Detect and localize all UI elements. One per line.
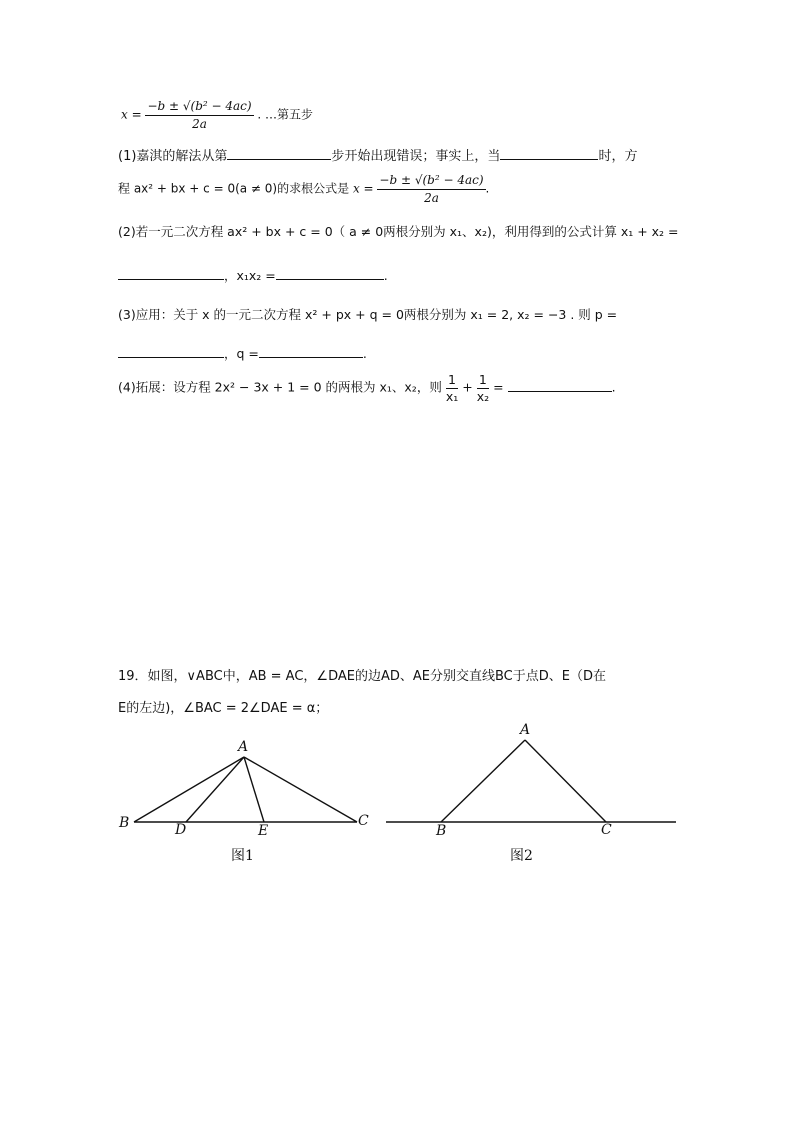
part4-text-a: (4)拓展：设方程 2x² − 3x + 1 = 0 的两根为 x₁、x₂，则 <box>118 379 442 395</box>
part3-end: . <box>362 346 367 361</box>
fig2-caption: 图2 <box>510 848 533 864</box>
fig2-label-A: A <box>520 722 531 738</box>
fig1-label-B: B <box>119 815 130 831</box>
formula-denominator: 2a <box>192 117 207 131</box>
part1-text-c: 时，方 <box>598 149 638 164</box>
frac1-denominator: x₁ <box>445 389 459 404</box>
segment-AD <box>186 757 244 822</box>
fig1-label-A: A <box>238 739 249 755</box>
figure-1-lines <box>134 757 357 822</box>
fig1-label-D: D <box>175 822 187 838</box>
frac2-denominator: x₂ <box>476 389 490 404</box>
part1-text-a: (1)嘉淇的解法从第 <box>118 149 228 164</box>
fig1-caption: 图1 <box>231 848 254 864</box>
part1-end: . <box>485 181 490 196</box>
frac1-numerator: 1 <box>446 371 458 389</box>
frac2-numerator: 1 <box>477 371 489 389</box>
part4-end: . <box>611 379 616 395</box>
fig2-label-B: B <box>436 823 447 839</box>
fig1-label-E: E <box>258 823 269 839</box>
q19-text-2: E的左边)，∠BAC = 2∠DAE = α； <box>118 701 329 716</box>
fig2-label-C: C <box>601 822 612 838</box>
plus-sign: + <box>462 379 473 395</box>
step5-label: . …第五步 <box>257 107 314 122</box>
part3-text-a: (3)应用：关于 x 的一元二次方程 x² + px + q = 0两根分别为 x₁ = 2, x₂ = −3 . 则 p = <box>118 307 618 322</box>
segment-AB-2 <box>441 740 525 822</box>
equals-sign: = <box>493 379 504 395</box>
formula-lhs-2: x = <box>352 181 374 196</box>
part2-end: . <box>383 268 388 283</box>
formula-numerator: −b ± √(b² − 4ac) <box>145 98 253 116</box>
part1-text-d: 程 ax² + bx + c = 0(a ≠ 0)的求根公式是 <box>118 181 350 196</box>
formula-numerator-2: −b ± √(b² − 4ac) <box>377 172 485 190</box>
fig1-label-C: C <box>358 813 369 829</box>
part2-text-a: (2)若一元二次方程 ax² + bx + c = 0（ a ≠ 0两根分别为 x₁、x₂)，利用得到的公式计算 x₁ + x₂ = <box>118 224 679 239</box>
part3-text-b: ，q = <box>224 346 259 361</box>
part1-text-b: 步开始出现错误；事实上，当 <box>331 149 501 164</box>
figure-2-lines <box>386 740 676 822</box>
q19-text-1: 19．如图，∨ABC中，AB = AC，∠DAE的边AD、AE分别交直线BC于点D、E（D在 <box>118 669 606 684</box>
segment-AB <box>134 757 244 822</box>
segment-AC-2 <box>525 740 606 822</box>
formula-denominator-2: 2a <box>424 191 439 205</box>
part2-text-b: ，x₁x₂ = <box>224 268 276 283</box>
formula-lhs: x = <box>121 107 142 122</box>
